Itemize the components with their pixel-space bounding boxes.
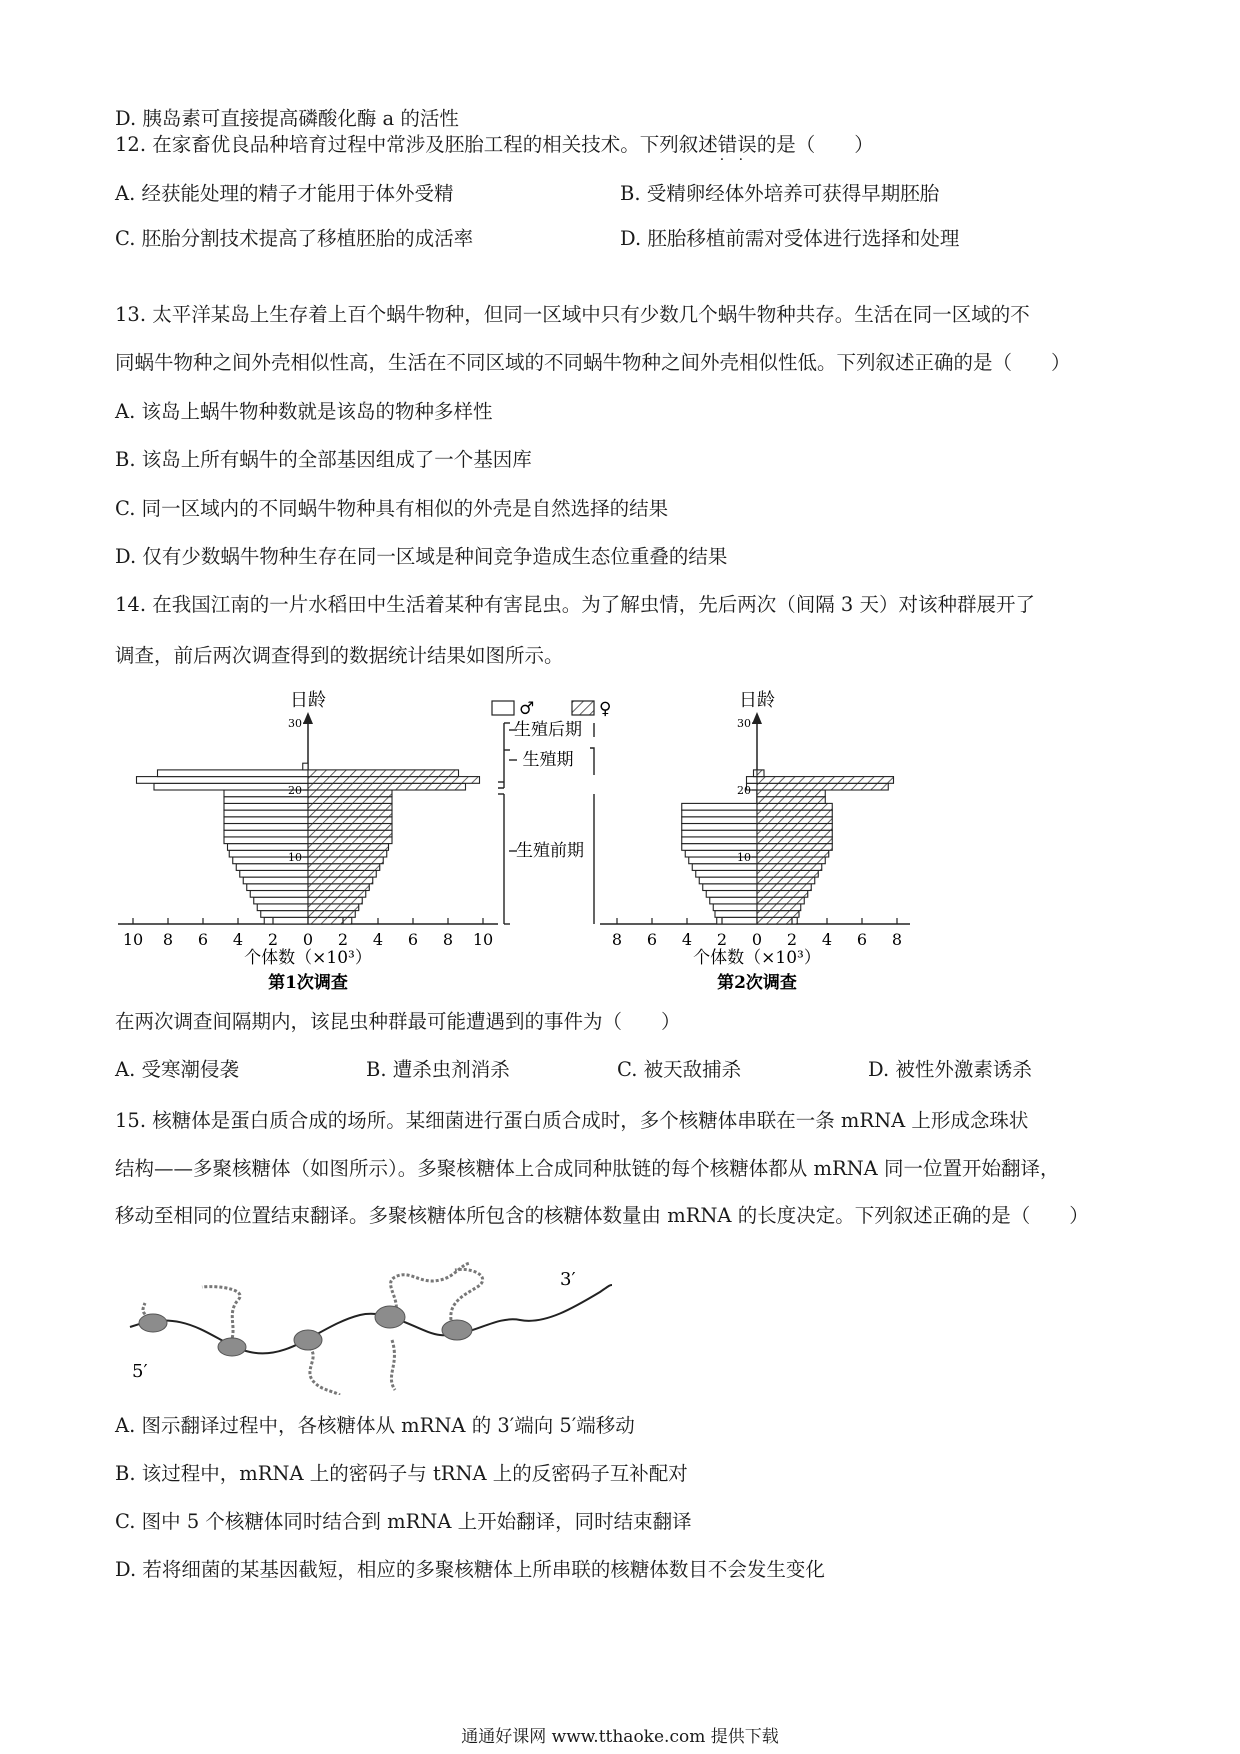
bar-female-age-19 — [308, 797, 392, 804]
bar-male-age-21 — [154, 783, 308, 790]
bar-male-age-4 — [254, 897, 308, 904]
x-tick-label: 4 — [372, 930, 384, 949]
bar-male-age-23 — [158, 770, 309, 777]
bar-female-age-5 — [308, 891, 366, 898]
y-tick-label: 20 — [737, 784, 751, 797]
chart1-x-ticks — [123, 918, 493, 949]
bar-male-age-13 — [224, 837, 308, 844]
bar-female-age-21 — [308, 783, 466, 790]
q12-stem-after: 的是（ ） — [756, 133, 874, 156]
bar-male-age-7 — [699, 877, 757, 884]
x-tick-label: 10 — [472, 930, 494, 949]
bar-female-age-18 — [757, 803, 832, 810]
q12-stem-before: 12. 在家畜优良品种培育过程中常涉及胚胎工程的相关技术。下列叙述 — [115, 133, 718, 156]
chart1-y-arrow — [303, 712, 313, 724]
bar-female-age-2 — [757, 911, 799, 918]
chart2-y-arrow — [752, 712, 762, 724]
bar-female-age-14 — [757, 830, 832, 837]
chart2-xlabel: 个体数（×10³） — [693, 948, 821, 968]
peptide-chain — [305, 1345, 340, 1395]
bar-female-age-9 — [308, 864, 380, 871]
q15-option-b[interactable]: B. 该过程中，mRNA 上的密码子与 tRNA 上的反密码子互补配对 — [115, 1462, 688, 1485]
bar-male-age-9 — [692, 864, 757, 871]
q14-option-a[interactable]: A. 受寒潮侵袭 — [115, 1058, 239, 1081]
bar-female-age-7 — [308, 877, 373, 884]
legend-female-label: ♀ — [599, 699, 612, 719]
q14-stem-line2: 调查，前后两次调查得到的数据统计结果如图所示。 — [115, 644, 564, 667]
q13-option-c[interactable]: C. 同一区域内的不同蜗牛物种具有相似的外壳是自然选择的结果 — [115, 497, 669, 520]
q15-option-a[interactable]: A. 图示翻译过程中，各核糖体从 mRNA 的 3′端向 5′端移动 — [115, 1414, 635, 1437]
bar-male-age-4 — [710, 897, 757, 904]
legend-male-label: ♂ — [519, 699, 535, 719]
bar-male-age-5 — [250, 891, 308, 898]
x-tick-label: 4 — [821, 930, 833, 949]
q14-option-d[interactable]: D. 被性外激素诱杀 — [868, 1058, 1032, 1081]
bar-female-age-11 — [308, 850, 387, 857]
legend-female-swatch — [572, 701, 594, 715]
bar-female-age-23 — [757, 770, 764, 777]
bar-female-age-11 — [757, 850, 829, 857]
bar-female-age-15 — [757, 824, 832, 831]
bar-male-age-17 — [682, 810, 757, 817]
bar-female-age-1 — [757, 917, 797, 924]
q13-option-b[interactable]: B. 该岛上所有蜗牛的全部基因组成了一个基因库 — [115, 448, 532, 471]
x-tick-label: 2 — [716, 930, 728, 949]
bar-female-age-10 — [757, 857, 825, 864]
bar-female-age-1 — [308, 917, 352, 924]
x-tick-label: 6 — [197, 930, 209, 949]
bar-female-age-19 — [757, 797, 825, 804]
q12-option-b[interactable]: B. 受精卵经体外培养可获得早期胚胎 — [620, 182, 940, 205]
bar-female-age-18 — [308, 803, 392, 810]
peptide-chain — [391, 1340, 395, 1390]
bar-female-age-16 — [757, 817, 832, 824]
q14-option-b[interactable]: B. 遭杀虫剂消杀 — [366, 1058, 510, 1081]
bar-male-age-16 — [224, 817, 308, 824]
ribosome — [139, 1314, 167, 1332]
q15-stem-line3: 移动至相同的位置结束翻译。多聚核糖体所包含的核糖体数量由 mRNA 的长度决定。下列叙述正确的是（ ） — [115, 1204, 1089, 1227]
bar-female-age-5 — [757, 891, 808, 898]
bar-female-age-20 — [757, 790, 825, 797]
bar-male-age-15 — [682, 824, 757, 831]
q15-stem-line2: 结构——多聚核糖体（如图所示）。多聚核糖体上合成同种肽链的每个核糖体都从 mRNA 同一位置开始翻译， — [115, 1157, 1060, 1180]
x-tick-label: 8 — [162, 930, 174, 949]
footer-source: 通通好课网 www.tthaoke.com 提供下载 — [461, 1727, 779, 1747]
peptide-chain — [451, 1269, 483, 1325]
x-tick-label: 8 — [611, 930, 623, 949]
q14-question: 在两次调查间隔期内，该昆虫种群最可能遭遇到的事件为（ ） — [115, 1010, 681, 1033]
x-tick-label: 2 — [267, 930, 279, 949]
bar-female-age-22 — [308, 777, 480, 784]
bar-male-age-22 — [747, 777, 758, 784]
x-tick-label: 0 — [302, 930, 314, 949]
bar-female-age-14 — [308, 830, 392, 837]
q15-option-c[interactable]: C. 图中 5 个核糖体同时结合到 mRNA 上开始翻译，同时结束翻译 — [115, 1510, 692, 1533]
q14-option-c[interactable]: C. 被天敌捕杀 — [617, 1058, 742, 1081]
chart2-ylabel: 日龄 — [739, 690, 775, 711]
bar-male-age-22 — [137, 777, 309, 784]
bar-female-age-13 — [757, 837, 832, 844]
stage-post-label: 生殖后期 — [514, 720, 582, 740]
bar-male-age-2 — [261, 911, 308, 918]
bar-male-age-18 — [682, 803, 757, 810]
q12-option-a[interactable]: A. 经获能处理的精子才能用于体外受精 — [115, 182, 454, 205]
x-tick-label: 2 — [786, 930, 798, 949]
q15-option-d[interactable]: D. 若将细菌的某基因截短，相应的多聚核糖体上所串联的核糖体数目不会发生变化 — [115, 1558, 825, 1581]
bar-female-age-8 — [308, 870, 376, 877]
bar-male-age-14 — [224, 830, 308, 837]
ribosome — [375, 1306, 405, 1328]
ribosome — [218, 1338, 246, 1356]
bar-female-age-3 — [308, 904, 359, 911]
chart1-ylabel: 日龄 — [290, 690, 326, 711]
q13-stem-line2: 同蜗牛物种之间外壳相似性高，生活在不同区域的不同蜗牛物种之间外壳相似性低。下列叙述正确的是（ ） — [115, 351, 1071, 374]
q12-stem-emphasis: 错误 · · — [718, 133, 757, 156]
bar-male-age-14 — [682, 830, 757, 837]
polyribosome-diagram — [0, 1255, 1240, 1395]
q14-stem-line1: 14. 在我国江南的一片水稻田中生活着某种有害昆虫。为了解虫情，先后两次（间隔 3 天）对该种群展开了 — [115, 593, 1036, 616]
ribosome — [442, 1320, 472, 1340]
mrna-strand — [130, 1285, 612, 1353]
q13-stem-line1: 13. 太平洋某岛上生存着上百个蜗牛物种，但同一区域中只有少数几个蜗牛物种共存。生活在同一区域的不 — [115, 303, 1030, 326]
x-tick-label: 8 — [891, 930, 903, 949]
chart2-x-ticks — [612, 918, 902, 949]
bar-female-age-8 — [757, 870, 818, 877]
bar-male-age-6 — [247, 884, 308, 891]
x-tick-label: 10 — [122, 930, 144, 949]
stage-repro-label: 生殖期 — [522, 750, 574, 770]
bar-female-age-21 — [757, 783, 888, 790]
y-tick-label: 20 — [288, 784, 302, 797]
label-5-prime: 5′ — [132, 1361, 148, 1382]
x-tick-label: 4 — [681, 930, 693, 949]
bar-female-age-13 — [308, 837, 392, 844]
y-tick-label: 30 — [737, 717, 751, 730]
bar-male-age-19 — [224, 797, 308, 804]
bar-male-age-12 — [228, 844, 309, 851]
x-tick-label: 0 — [751, 930, 763, 949]
q12-option-d[interactable]: D. 胚胎移植前需对受体进行选择和处理 — [620, 227, 960, 250]
bar-male-age-16 — [682, 817, 757, 824]
x-tick-label: 2 — [337, 930, 349, 949]
y-tick-label: 10 — [288, 851, 302, 864]
bar-female-age-4 — [757, 897, 804, 904]
bar-female-age-4 — [308, 897, 362, 904]
bar-male-age-8 — [240, 870, 308, 877]
bar-male-age-15 — [224, 824, 308, 831]
bar-female-age-12 — [757, 844, 832, 851]
bar-female-age-3 — [757, 904, 801, 911]
bar-female-age-22 — [757, 777, 894, 784]
bar-female-age-20 — [308, 790, 392, 797]
bar-female-age-17 — [308, 810, 392, 817]
chart2-title: 第2次调查 — [717, 973, 797, 993]
legend-male-swatch — [492, 701, 514, 715]
bar-male-age-13 — [682, 837, 757, 844]
bar-male-age-8 — [696, 870, 757, 877]
bar-male-age-1 — [717, 917, 757, 924]
bar-female-age-12 — [308, 844, 389, 851]
bar-female-age-16 — [308, 817, 392, 824]
bar-female-age-17 — [757, 810, 832, 817]
label-3-prime: 3′ — [560, 1269, 576, 1290]
chart1-xlabel: 个体数（×10³） — [244, 948, 372, 968]
q13-option-d[interactable]: D. 仅有少数蜗牛物种生存在同一区域是种间竞争造成生态位重叠的结果 — [115, 545, 728, 568]
bar-male-age-1 — [264, 917, 308, 924]
bar-male-age-5 — [706, 891, 757, 898]
stage-pre-label: 生殖前期 — [516, 841, 584, 861]
x-tick-label: 6 — [856, 930, 868, 949]
y-tick-label: 10 — [737, 851, 751, 864]
q12-stem — [115, 132, 874, 158]
x-tick-label: 4 — [232, 930, 244, 949]
bar-female-age-6 — [308, 884, 369, 891]
q12-option-c[interactable]: C. 胚胎分割技术提高了移植胚胎的成活率 — [115, 227, 474, 250]
bar-male-age-6 — [703, 884, 757, 891]
bar-male-age-24 — [303, 763, 308, 770]
bar-male-age-7 — [243, 877, 308, 884]
x-tick-label: 6 — [407, 930, 419, 949]
age-structure-chart — [0, 690, 1240, 1010]
bar-female-age-2 — [308, 911, 355, 918]
chart1-bars — [137, 763, 480, 924]
chart1-title: 第1次调查 — [268, 973, 348, 993]
bar-female-age-7 — [757, 877, 815, 884]
q11-option-d: D. 胰岛素可直接提高磷酸化酶 a 的活性 — [115, 107, 459, 130]
y-tick-label: 30 — [288, 717, 302, 730]
ribosome — [294, 1330, 322, 1350]
x-tick-label: 8 — [442, 930, 454, 949]
bar-female-age-23 — [308, 770, 459, 777]
bar-female-age-6 — [757, 884, 811, 891]
bar-male-age-3 — [713, 904, 757, 911]
bar-male-age-12 — [682, 844, 757, 851]
bar-male-age-2 — [715, 911, 757, 918]
q13-option-a[interactable]: A. 该岛上蜗牛物种数就是该岛的物种多样性 — [115, 400, 493, 423]
bar-male-age-3 — [257, 904, 308, 911]
bar-male-age-17 — [224, 810, 308, 817]
x-tick-label: 6 — [646, 930, 658, 949]
bar-male-age-18 — [224, 803, 308, 810]
bar-male-age-9 — [236, 864, 308, 871]
q15-stem-line1: 15. 核糖体是蛋白质合成的场所。某细菌进行蛋白质合成时，多个核糖体串联在一条 mRNA 上形成念珠状 — [115, 1109, 1029, 1132]
bar-female-age-9 — [757, 864, 822, 871]
bar-female-age-10 — [308, 857, 383, 864]
chart2-bars — [682, 770, 894, 924]
bar-female-age-15 — [308, 824, 392, 831]
